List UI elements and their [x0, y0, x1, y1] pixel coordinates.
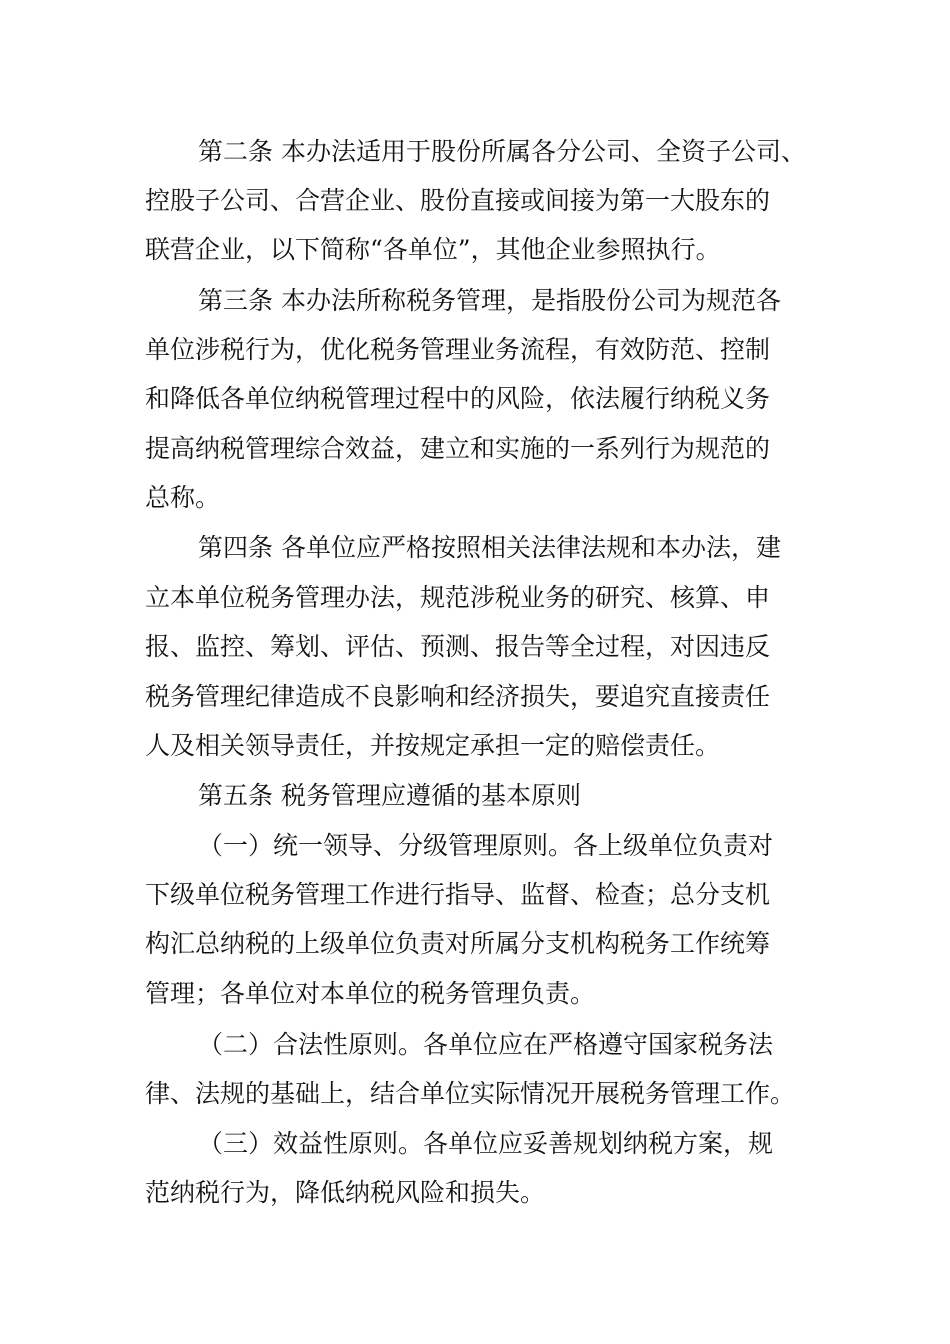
article-4-line-5: 人及相关领导责任，并按规定承担一定的赔偿责任。 [145, 731, 721, 760]
principle-1-line-3: 构汇总纳税的上级单位负责对所属分支机构税务工作统筹 [145, 929, 771, 958]
article-4-line-2: 立本单位税务管理办法，规范涉税业务的研究、核算、申 [145, 583, 771, 612]
article-3-line-2: 单位涉税行为，优化税务管理业务流程，有效防范、控制 [145, 335, 771, 364]
article-3-line-5: 总称。 [145, 483, 221, 512]
article-2-line-1: 第二条 本办法适用于股份所属各分公司、全资子公司、 [198, 137, 806, 166]
article-4-line-4: 税务管理纪律造成不良影响和经济损失，要追究直接责任 [145, 682, 771, 711]
article-3-line-3: 和降低各单位纳税管理过程中的风险，依法履行纳税义务 [145, 384, 771, 413]
principle-3-line-1: （三）效益性原则。各单位应妥善规划纳税方案，规 [198, 1129, 774, 1158]
principle-1-line-2: 下级单位税务管理工作进行指导、监督、检查；总分支机 [145, 880, 771, 909]
article-3-line-4: 提高纳税管理综合效益，建立和实施的一系列行为规范的 [145, 434, 771, 463]
article-4-line-3: 报、监控、筹划、评估、预测、报告等全过程，对因违反 [145, 632, 771, 661]
article-3-line-1: 第三条 本办法所称税务管理，是指股份公司为规范各 [198, 286, 781, 315]
article-2-line-2: 控股子公司、合营企业、股份直接或间接为第一大股东的 [145, 186, 771, 215]
principle-2-line-1: （二）合法性原则。各单位应在严格遵守国家税务法 [198, 1030, 774, 1059]
article-4-line-1: 第四条 各单位应严格按照相关法律法规和本办法，建 [198, 533, 781, 562]
principle-2-line-2: 律、法规的基础上，结合单位实际情况开展税务管理工作。 [145, 1079, 796, 1108]
principle-1-line-1: （一）统一领导、分级管理原则。各上级单位负责对 [198, 831, 774, 860]
principle-3-line-2: 范纳税行为，降低纳税风险和损失。 [145, 1178, 546, 1207]
principle-1-line-4: 管理；各单位对本单位的税务管理负责。 [145, 979, 596, 1008]
article-2-line-3: 联营企业，以下简称“各单位”，其他企业参照执行。 [145, 235, 721, 264]
article-5-heading: 第五条 税务管理应遵循的基本原则 [198, 781, 581, 810]
